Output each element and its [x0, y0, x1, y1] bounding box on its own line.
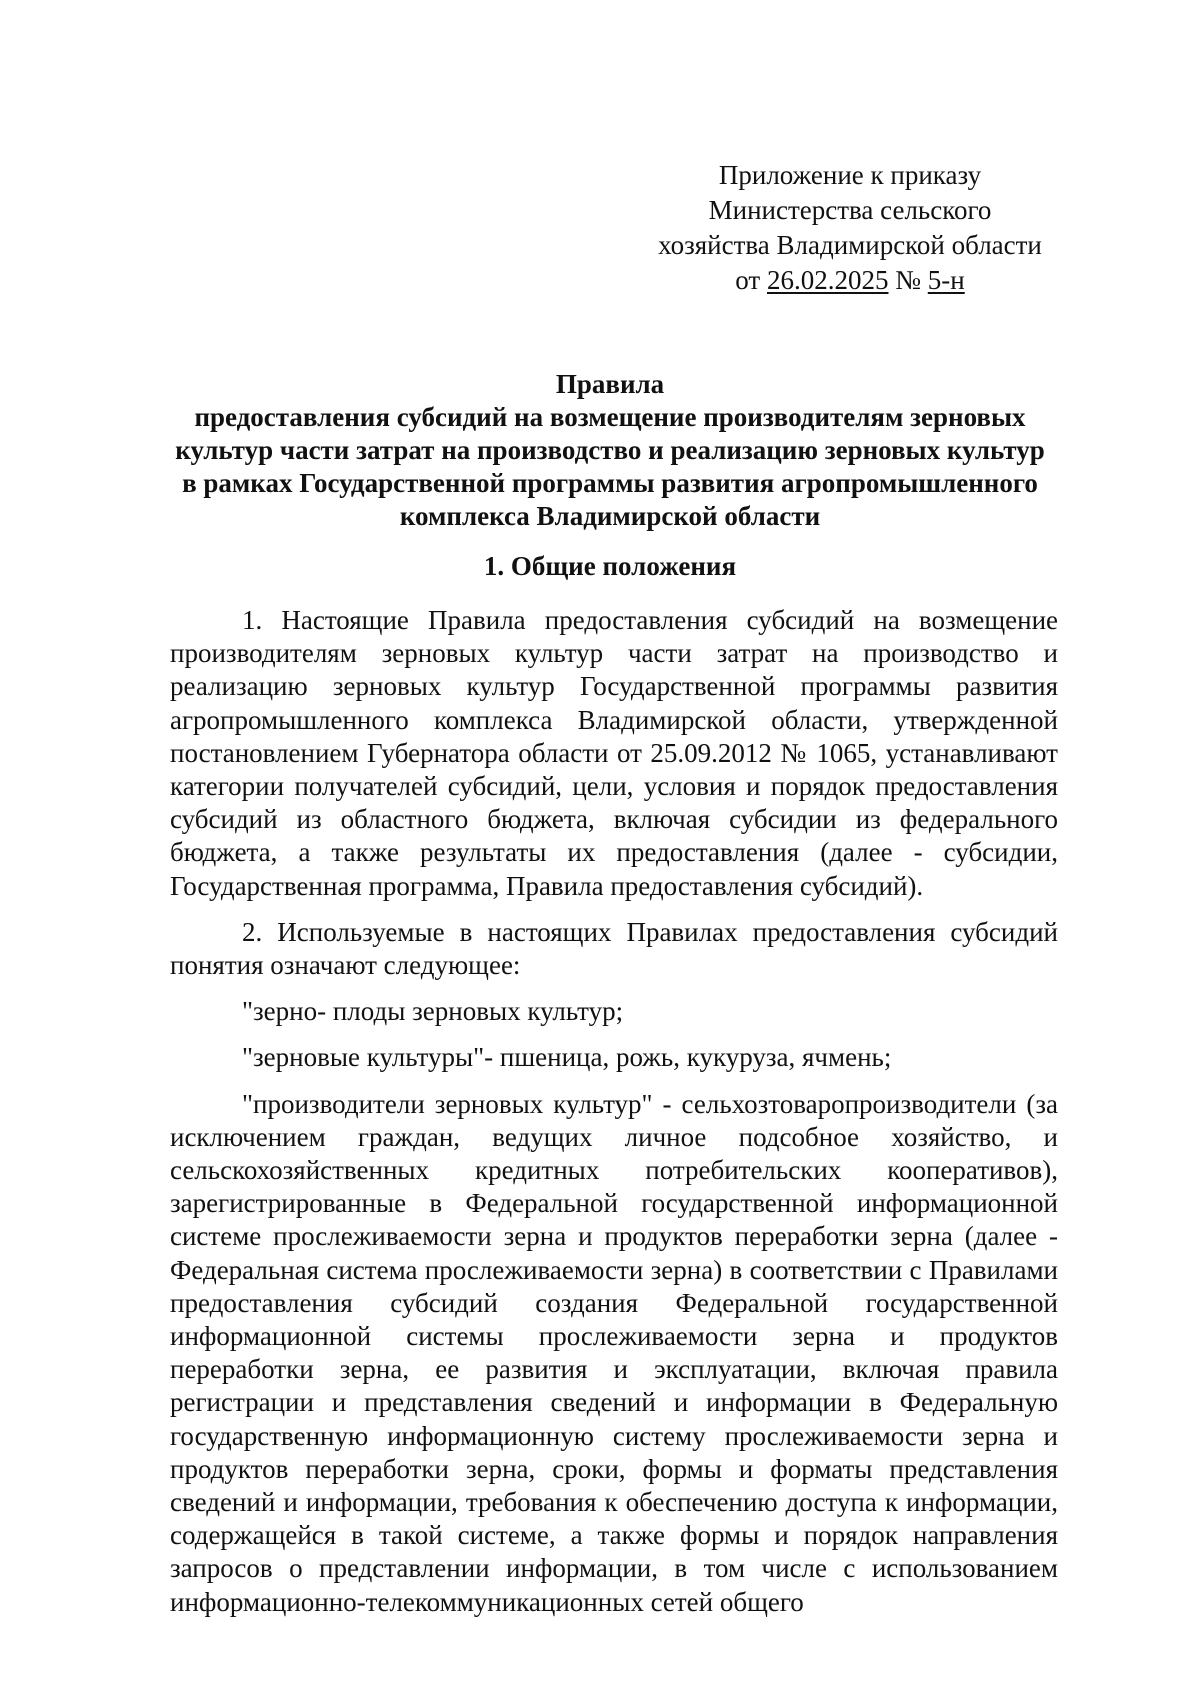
appendix-line-1: Приложение к приказу [718, 160, 982, 190]
appendix-order-line [640, 263, 1060, 298]
document-title [160, 368, 1060, 533]
body-text [170, 604, 1058, 1619]
number-prefix: № [888, 265, 928, 295]
title-line-2: предоставления субсидий на возмещение производителям зерновых [194, 402, 1026, 432]
appendix-header [640, 158, 1060, 298]
title-line-3: культур части затрат на производство и реализацию зерновых культур [175, 435, 1045, 465]
paragraph-2: 2. Используемые в настоящих Правилах предоставления субсидий понятия означают следующее: [170, 916, 1058, 981]
date-prefix: от [735, 265, 767, 295]
order-number: 5-н [927, 265, 965, 295]
title-line-1: Правила [555, 369, 665, 399]
definition-grain-crops: "зерновые культуры"- пшеница, рожь, кукуруза, ячмень; [242, 1042, 892, 1073]
appendix-line-3: хозяйства Владимирской области [658, 230, 1042, 260]
title-line-4: в рамках Государственной программы развития агропромышленного [182, 468, 1038, 498]
definition-grain: "зерно- плоды зерновых культур; [242, 996, 624, 1027]
section-heading: 1. Общие положения [483, 551, 737, 581]
appendix-line-2: Министерства сельского [708, 195, 992, 225]
paragraph-1: 1. Настоящие Правила предоставления субсидий на возмещение производителям зерновых культур части затрат на производство и реализацию зерновых культур Государственной программы развития агропромышленного комплекса Владимирской области, утвержденной постановлением Губернатора области от 25.09.2012 № 1065, устанавливают категории получателей субсидий, цели, условия и порядок предоставления субсидий из областного бюджета, включая субсидии из федерального бюджета, а также результаты их предоставления (далее - субсидии, Государственная программа, Правила предоставления субсидий). [170, 605, 1058, 901]
order-date: 26.02.2025 [766, 265, 889, 295]
title-line-5: комплекса Владимирской области [399, 501, 821, 531]
definition-producers: "производители зерновых культур" - сельхозтоваропроизводители (за исключением граждан, ведущих личное подсобное хозяйство, и сельскохозяйственных кредитных потребительских кооперативов), зарегистрированные в Федеральной государственной информационной системе прослеживаемости зерна и продуктов переработки зерна (далее - Федеральная система прослеживаемости зерна) в соответствии с Правилами предоставления субсидий создания Федеральной государственной информационной системы прослеживаемости зерна и продуктов переработки зерна, ее развития и эксплуатации, включая правила регистрации и представления сведений и информации в Федеральную государственную информационную систему прослеживаемости зерна и продуктов переработки зерна, сроки, формы и форматы представления сведений и информации, требования к обеспечению доступа к информации, содержащейся в такой системе, а также формы и порядок направления запросов о представлении информации, в том числе с использованием информационно-телекоммуникационных сетей общего [170, 1088, 1058, 1617]
